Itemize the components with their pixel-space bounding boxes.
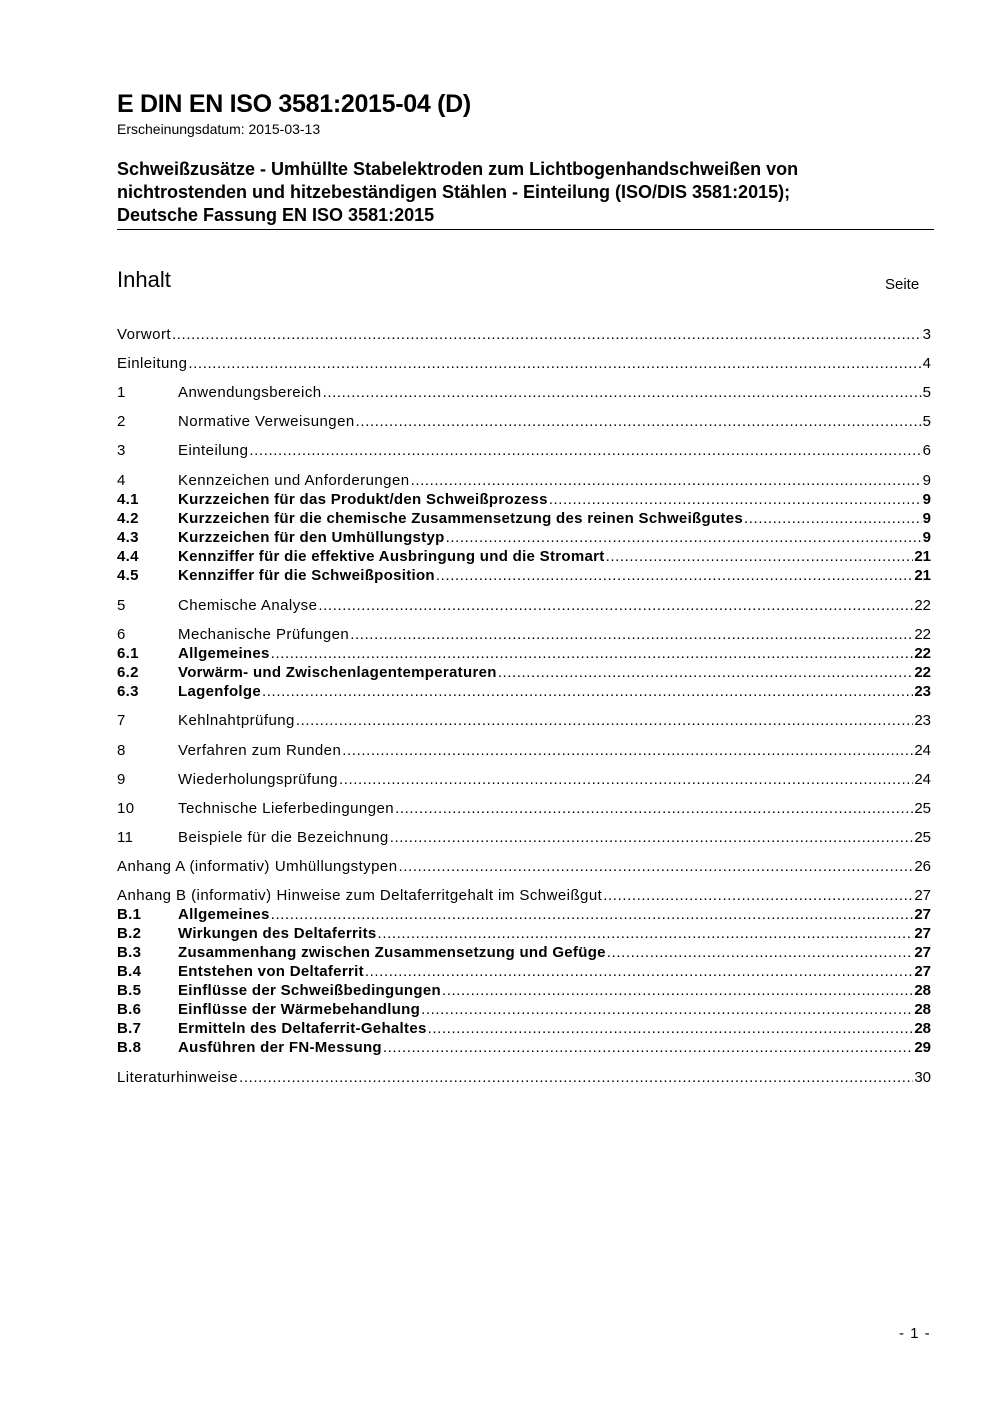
toc-entry-title: Kurzzeichen für den Umhüllungstyp <box>178 529 445 546</box>
toc-entry-page: 23 <box>914 712 931 729</box>
toc-leader <box>607 943 914 962</box>
toc-entry-title: Verfahren zum Runden <box>178 742 342 759</box>
toc-entry[interactable] <box>117 943 931 962</box>
toc-entry-number: 6.2 <box>117 664 139 681</box>
toc-entry-number: B.7 <box>117 1020 142 1037</box>
toc-entry[interactable] <box>117 625 931 644</box>
toc-entry[interactable] <box>117 981 931 1000</box>
toc-entry-title: Ausführen der FN-Messung <box>178 1039 382 1056</box>
toc-entry-page: 22 <box>914 626 931 643</box>
toc-entry-number: B.4 <box>117 963 142 980</box>
toc-entry-page: 4 <box>922 355 931 372</box>
toc-entry[interactable] <box>117 509 931 528</box>
toc-entry-number: B.1 <box>117 906 142 923</box>
toc-leader <box>378 924 914 943</box>
toc-entry-page: 28 <box>914 982 931 999</box>
toc-entry-number: 5 <box>117 597 126 614</box>
toc-entry-title: Ermitteln des Deltaferrit-Gehaltes <box>178 1020 427 1037</box>
toc-leader <box>172 325 922 344</box>
toc-entry-number: 11 <box>117 829 134 846</box>
doc-id: E DIN EN ISO 3581:2015-04 (D) <box>117 90 471 118</box>
toc-leader <box>365 962 913 981</box>
toc-entry-title: Allgemeines <box>178 645 270 662</box>
toc-entry-title: Vorwort <box>117 326 172 343</box>
toc-entry[interactable] <box>117 547 931 566</box>
toc-entry-page: 9 <box>922 529 931 546</box>
toc-leader <box>383 1038 913 1057</box>
toc-entry[interactable] <box>117 1068 931 1087</box>
footer-page-number: - 1 - <box>899 1325 931 1342</box>
toc-entry-page: 27 <box>914 944 931 961</box>
toc-leader <box>603 886 913 905</box>
toc-entry-title: Umhüllungstypen <box>274 858 398 875</box>
toc-entry[interactable] <box>117 711 931 730</box>
toc-entry-page: 21 <box>914 567 931 584</box>
toc-entry[interactable] <box>117 886 931 905</box>
toc-entry[interactable] <box>117 644 931 663</box>
toc-entry-title: Allgemeines <box>178 906 270 923</box>
toc-leader <box>442 981 913 1000</box>
toc-entry-number: 4.3 <box>117 529 139 546</box>
toc-entry-title: Wirkungen des Deltaferrits <box>178 925 377 942</box>
toc-heading: Inhalt <box>117 267 171 292</box>
toc-entry-title: Vorwärm- und Zwischenlagentemperaturen <box>178 664 497 681</box>
toc-entry-number: 4.2 <box>117 510 139 527</box>
toc-entry-page: 21 <box>914 548 931 565</box>
toc-entry-number: B.3 <box>117 944 142 961</box>
toc-leader <box>411 471 922 490</box>
toc-entry-page: 6 <box>922 442 931 459</box>
toc-entry[interactable] <box>117 412 931 431</box>
toc-entry-title: Hinweise zum Deltaferritgehalt im Schweißgut <box>276 887 603 904</box>
toc-entry-number: 2 <box>117 413 126 430</box>
toc-entry-page: 27 <box>914 887 931 904</box>
toc-entry-page: 22 <box>914 597 931 614</box>
toc-entry-title: Kurzzeichen für das Produkt/den Schweißprozess <box>178 491 548 508</box>
toc-entry-title: Kennziffer für die effektive Ausbringung und die Stromart <box>178 548 605 565</box>
toc-entry[interactable] <box>117 770 931 789</box>
toc-leader <box>271 905 914 924</box>
toc-entry-page: 29 <box>914 1039 931 1056</box>
toc-entry-title: Kehlnahtprüfung <box>178 712 295 729</box>
document-title <box>117 158 917 227</box>
toc-entry-number: B.5 <box>117 982 142 999</box>
toc-entry-number: 6.3 <box>117 683 139 700</box>
toc-leader <box>606 547 914 566</box>
toc-leader <box>249 441 921 460</box>
toc-leader <box>395 799 913 818</box>
toc-leader <box>271 644 914 663</box>
toc-entry-page: 5 <box>922 413 931 430</box>
toc-entry-page: 9 <box>922 472 931 489</box>
toc-entry[interactable] <box>117 596 931 615</box>
title-line: nichtrostenden und hitzebeständigen Stählen - Einteilung (ISO/DIS 3581:2015); <box>117 182 791 202</box>
toc-entry-number: 8 <box>117 742 126 759</box>
toc-entry-number: 4.4 <box>117 548 139 565</box>
toc-entry-title: Normative Verweisungen <box>178 413 355 430</box>
toc-leader <box>262 682 913 701</box>
toc-entry-title: Literaturhinweise <box>117 1069 239 1086</box>
toc-entry-title: Einflüsse der Wärmebehandlung <box>178 1001 421 1018</box>
publication-date: Erscheinungsdatum: 2015-03-13 <box>117 121 321 137</box>
toc-entry-number: 4 <box>117 472 126 489</box>
toc-entry-title: Beispiele für die Bezeichnung <box>178 829 389 846</box>
toc-entry[interactable] <box>117 1000 931 1019</box>
toc-leader <box>428 1019 914 1038</box>
toc-entry[interactable] <box>117 354 931 373</box>
title-line: Schweißzusätze - Umhüllte Stabelektroden zum Lichtbogenhandschweißen von <box>117 159 799 179</box>
toc-entry[interactable] <box>117 828 931 847</box>
toc-entry-page: 28 <box>914 1001 931 1018</box>
toc-entry-number: 1 <box>117 384 126 401</box>
toc-entry-page: 22 <box>914 664 931 681</box>
page-column-label: Seite <box>885 276 920 293</box>
toc-leader <box>744 509 922 528</box>
toc-entry[interactable] <box>117 490 931 509</box>
toc-entry-number: B.6 <box>117 1001 142 1018</box>
toc-entry-page: 25 <box>914 800 931 817</box>
toc-entry-number: 6.1 <box>117 645 139 662</box>
toc-leader <box>188 354 921 373</box>
toc-leader <box>498 663 914 682</box>
toc-entry-page: 22 <box>914 645 931 662</box>
toc-entry[interactable] <box>117 741 931 760</box>
toc-entry-page: 3 <box>922 326 931 343</box>
toc-entry-number: B.8 <box>117 1039 142 1056</box>
toc-leader <box>421 1000 913 1019</box>
toc-leader <box>339 770 913 789</box>
toc-entry-number: 4.5 <box>117 567 139 584</box>
toc-entry-title: Einteilung <box>178 442 249 459</box>
toc-entry-page: 26 <box>914 858 931 875</box>
toc-leader <box>239 1068 913 1087</box>
toc-leader <box>296 711 913 730</box>
toc-entry-title: Anwendungsbereich <box>178 384 322 401</box>
toc-entry[interactable] <box>117 566 931 585</box>
toc-leader <box>446 528 922 547</box>
toc-entry[interactable] <box>117 325 931 344</box>
toc-entry-page: 9 <box>922 491 931 508</box>
toc-entry-number: Anhang A (informativ) <box>117 858 270 875</box>
toc-entry[interactable] <box>117 1019 931 1038</box>
toc-entry-number: 9 <box>117 771 126 788</box>
toc-entry[interactable] <box>117 799 931 818</box>
toc-entry-page: 9 <box>922 510 931 527</box>
toc-leader <box>549 490 922 509</box>
toc-entry-title: Kennziffer für die Schweißposition <box>178 567 435 584</box>
toc-entry-page: 27 <box>914 906 931 923</box>
toc-entry[interactable] <box>117 441 931 460</box>
toc-leader <box>323 383 922 402</box>
toc-leader <box>350 625 913 644</box>
toc-entry[interactable] <box>117 857 931 876</box>
toc-entry-title: Einleitung <box>117 355 188 372</box>
toc-entry-title: Lagenfolge <box>178 683 262 700</box>
toc-entry-page: 28 <box>914 1020 931 1037</box>
toc-entry-title: Wiederholungsprüfung <box>178 771 338 788</box>
toc-entry[interactable] <box>117 383 931 402</box>
toc-leader <box>356 412 922 431</box>
toc-entry-number: 7 <box>117 712 126 729</box>
toc-entry-title: Technische Lieferbedingungen <box>178 800 395 817</box>
toc-entry-page: 24 <box>914 771 931 788</box>
toc-leader <box>399 857 914 876</box>
toc-entry-number: 3 <box>117 442 126 459</box>
toc-leader <box>436 566 913 585</box>
toc-entry-page: 25 <box>914 829 931 846</box>
toc-entry-title: Kurzzeichen für die chemische Zusammensetzung des reinen Schweißgutes <box>178 510 744 527</box>
toc-entry-page: 5 <box>922 384 931 401</box>
toc-entry-title: Mechanische Prüfungen <box>178 626 350 643</box>
toc-entry[interactable] <box>117 1038 931 1057</box>
toc-entry-title: Zusammenhang zwischen Zusammensetzung und Gefüge <box>178 944 606 961</box>
toc-leader <box>390 828 914 847</box>
toc-entry-title: Kennzeichen und Anforderungen <box>178 472 410 489</box>
title-line: Deutsche Fassung EN ISO 3581:2015 <box>117 205 435 225</box>
toc-leader <box>342 741 913 760</box>
toc-entry[interactable] <box>117 528 931 547</box>
toc-entry-title: Chemische Analyse <box>178 597 318 614</box>
toc-entry-title: Entstehen von Deltaferrit <box>178 963 364 980</box>
toc-entry-number: B.2 <box>117 925 142 942</box>
toc-entry-page: 23 <box>914 683 931 700</box>
toc-entry[interactable] <box>117 924 931 943</box>
toc-entry-number: Anhang B (informativ) <box>117 887 272 904</box>
toc-entry[interactable] <box>117 663 931 682</box>
toc-entry[interactable] <box>117 682 931 701</box>
toc-entry-number: 6 <box>117 626 126 643</box>
toc-entry-page: 27 <box>914 963 931 980</box>
toc-entry[interactable] <box>117 962 931 981</box>
title-divider <box>117 229 934 230</box>
toc-entry-number: 4.1 <box>117 491 139 508</box>
toc-entry-title: Einflüsse der Schweißbedingungen <box>178 982 441 999</box>
toc-entry-number: 10 <box>117 800 135 817</box>
toc-leader <box>318 596 913 615</box>
toc-entry[interactable] <box>117 905 931 924</box>
toc-entry-page: 24 <box>914 742 931 759</box>
toc-entry-page: 27 <box>914 925 931 942</box>
toc-entry-page: 30 <box>914 1069 931 1086</box>
toc-entry[interactable] <box>117 471 931 490</box>
